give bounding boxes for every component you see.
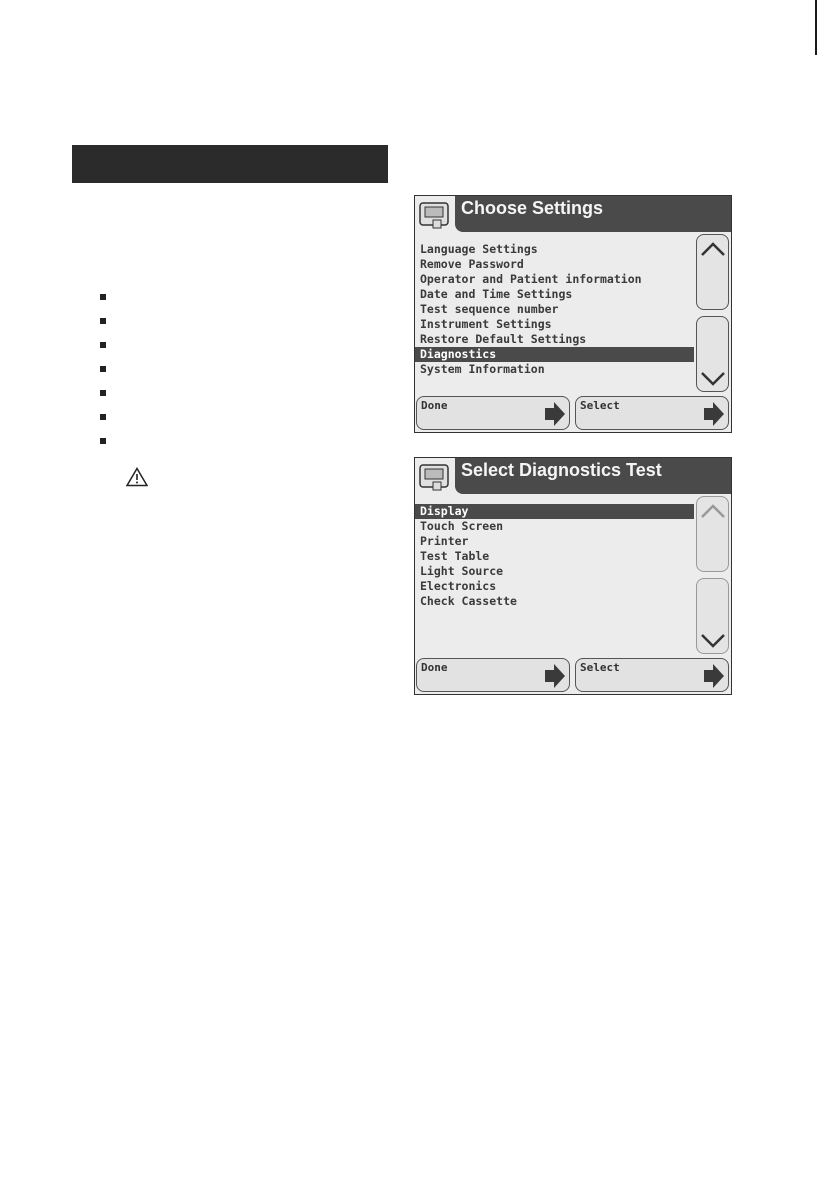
screen-title: Choose Settings xyxy=(461,198,604,218)
screen-header xyxy=(455,196,731,232)
chevron-down-icon xyxy=(700,371,726,387)
menu-item-electronics[interactable]: Electronics xyxy=(420,579,497,593)
scroll-up-button[interactable] xyxy=(696,234,729,310)
scroll-down-button[interactable] xyxy=(696,578,729,654)
page-edge-line xyxy=(815,0,817,55)
menu-item-touch-screen[interactable]: Touch Screen xyxy=(420,519,504,533)
menu-item-check-cassette[interactable]: Check Cassette xyxy=(420,594,517,608)
settings-menu-list xyxy=(415,242,694,377)
select-button[interactable] xyxy=(575,396,729,430)
menu-item-operator-patient-info[interactable]: Operator and Patient information xyxy=(420,272,642,286)
arrow-right-icon xyxy=(704,664,724,688)
screen-title: Select Diagnostics Test xyxy=(461,460,662,480)
scroll-up-button[interactable] xyxy=(696,496,729,572)
chevron-down-icon xyxy=(700,633,726,649)
section-header-bar xyxy=(72,145,388,183)
chevron-up-icon xyxy=(700,241,726,257)
arrow-right-icon xyxy=(704,402,724,426)
chevron-up-icon xyxy=(700,503,726,519)
arrow-right-icon xyxy=(545,402,565,426)
done-label: Done xyxy=(421,399,448,412)
menu-item-test-table[interactable]: Test Table xyxy=(420,549,490,563)
menu-item-test-sequence[interactable]: Test sequence number xyxy=(420,302,559,316)
settings-screen xyxy=(414,195,732,433)
done-button[interactable] xyxy=(416,396,570,430)
menu-item-light-source[interactable]: Light Source xyxy=(420,564,504,578)
select-button[interactable] xyxy=(575,658,729,692)
screen-header xyxy=(455,458,731,494)
select-label: Select xyxy=(580,661,620,674)
done-button[interactable] xyxy=(416,658,570,692)
arrow-right-icon xyxy=(545,664,565,688)
menu-item-remove-password[interactable]: Remove Password xyxy=(420,257,524,271)
menu-item-system-information[interactable]: System Information xyxy=(420,362,545,376)
warning-triangle-icon xyxy=(126,467,148,487)
instrument-icon xyxy=(419,464,449,492)
diagnostics-menu-list xyxy=(415,504,694,609)
menu-item-instrument-settings[interactable]: Instrument Settings xyxy=(420,317,552,331)
menu-item-display[interactable]: Display xyxy=(415,504,694,519)
done-label: Done xyxy=(421,661,448,674)
menu-item-date-time[interactable]: Date and Time Settings xyxy=(420,287,573,301)
menu-item-language-settings[interactable]: Language Settings xyxy=(420,242,538,256)
instrument-icon xyxy=(419,202,449,230)
diagnostics-screen xyxy=(414,457,732,695)
menu-item-diagnostics[interactable]: Diagnostics xyxy=(415,347,694,362)
menu-item-printer[interactable]: Printer xyxy=(420,534,469,548)
select-label: Select xyxy=(580,399,620,412)
menu-item-restore-defaults[interactable]: Restore Default Settings xyxy=(420,332,587,346)
scroll-down-button[interactable] xyxy=(696,316,729,392)
